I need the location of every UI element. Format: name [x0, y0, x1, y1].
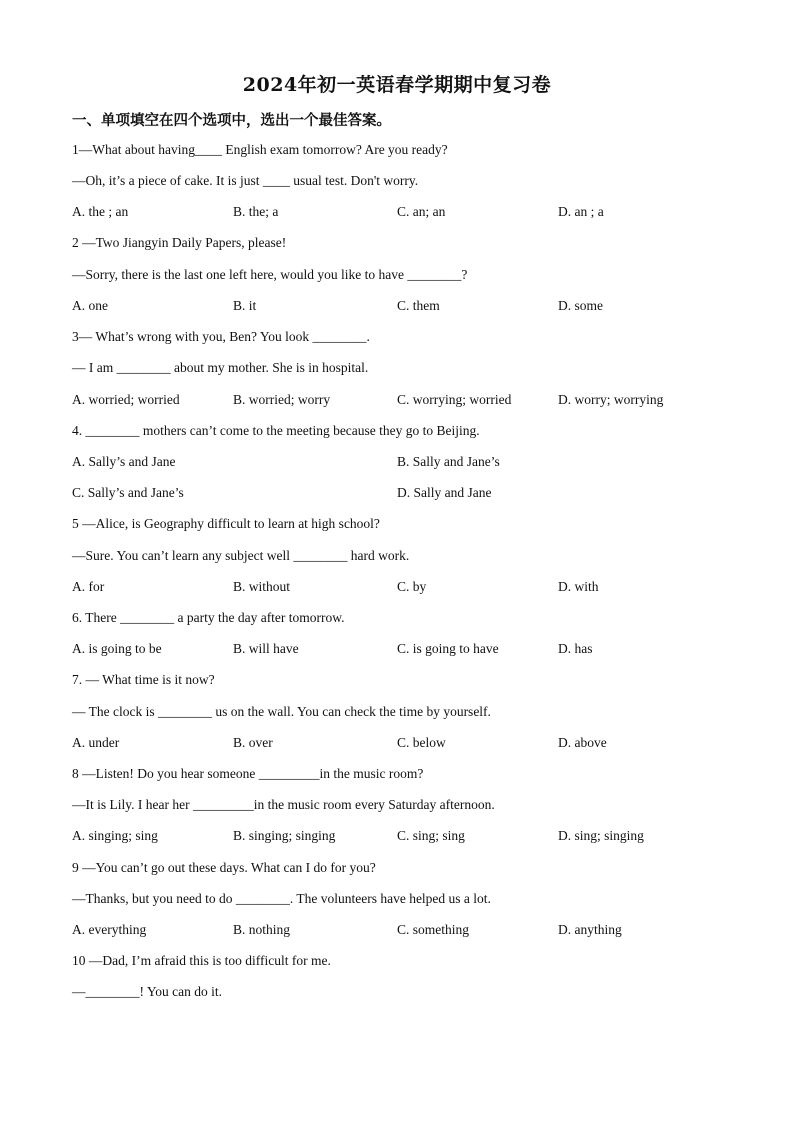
option-d: D. Sally and Jane [397, 485, 492, 500]
option-c: C. something [397, 922, 470, 937]
question-9-options [72, 922, 732, 942]
option-d: D. has [558, 641, 593, 656]
option-a: A. Sally’s and Jane [72, 454, 176, 469]
question-6-prompt: 6. There ________ a party the day after tomorrow. [72, 610, 345, 625]
option-c: C. sing; sing [397, 828, 465, 843]
option-b: B. over [233, 735, 273, 750]
option-d: D. anything [558, 922, 622, 937]
question-7-prompt: 7. — What time is it now? [72, 672, 215, 687]
option-a: A. is going to be [72, 641, 162, 656]
option-b: B. the; a [233, 204, 279, 219]
option-b: B. worried; worry [233, 392, 331, 407]
question-9-response: —Thanks, but you need to do ________. The volunteers have helped us a lot. [72, 891, 491, 906]
question-4-prompt: 4. ________ mothers can’t come to the meeting because they go to Beijing. [72, 423, 480, 438]
option-d: D. above [558, 735, 607, 750]
question-4-options-row-1 [72, 454, 732, 474]
question-1-options [72, 204, 732, 224]
question-6-options [72, 641, 732, 661]
question-4-options-row-2 [72, 485, 732, 505]
question-2-options [72, 298, 732, 318]
question-7-options [72, 735, 732, 755]
option-a: A. worried; worried [72, 392, 180, 407]
question-5-options [72, 579, 732, 599]
question-5-response: —Sure. You can’t learn any subject well ________ hard work. [72, 548, 410, 563]
option-a: A. under [72, 735, 120, 750]
option-b: B. without [233, 579, 291, 594]
option-b: B. Sally and Jane’s [397, 454, 500, 469]
option-c: C. below [397, 735, 446, 750]
question-1-response: —Oh, it’s a piece of cake. It is just ____ usual test. Don't worry. [72, 173, 419, 188]
question-8-response: —It is Lily. I hear her _________in the music room every Saturday afternoon. [72, 797, 495, 812]
question-2-prompt: 2 —Two Jiangyin Daily Papers, please! [72, 235, 287, 250]
option-c: C. worrying; worried [397, 392, 512, 407]
question-8-prompt: 8 —Listen! Do you hear someone _________in the music room? [72, 766, 424, 781]
option-a: A. the ; an [72, 204, 129, 219]
question-7-response: — The clock is ________ us on the wall. You can check the time by yourself. [72, 704, 491, 719]
option-a: A. one [72, 298, 108, 313]
section-heading: 一、单项填空在四个选项中，选出一个最佳答案。 [72, 113, 391, 129]
question-10-response: —________! You can do it. [72, 984, 223, 999]
option-c: C. an; an [397, 204, 446, 219]
option-c: C. Sally’s and Jane’s [72, 485, 184, 500]
question-3-prompt: 3— What’s wrong with you, Ben? You look ________. [72, 329, 370, 344]
option-b: B. it [233, 298, 257, 313]
page-title: 2024年初一英语春学期期中复习卷 [242, 74, 552, 96]
option-a: A. singing; sing [72, 828, 158, 843]
question-3-response: — I am ________ about my mother. She is in hospital. [72, 360, 369, 375]
question-10-prompt: 10 —Dad, I’m afraid this is too difficult for me. [72, 953, 331, 968]
question-1-prompt: 1—What about having____ English exam tomorrow? Are you ready? [72, 142, 448, 157]
option-d: D. an ; a [558, 204, 604, 219]
option-d: D. with [558, 579, 599, 594]
question-3-options [72, 392, 732, 412]
option-b: B. nothing [233, 922, 291, 937]
question-9-prompt: 9 —You can’t go out these days. What can I do for you? [72, 860, 376, 875]
option-c: C. is going to have [397, 641, 499, 656]
option-b: B. will have [233, 641, 299, 656]
option-b: B. singing; singing [233, 828, 336, 843]
option-a: A. everything [72, 922, 147, 937]
option-d: D. worry; worrying [558, 392, 664, 407]
option-c: C. them [397, 298, 440, 313]
option-d: D. sing; singing [558, 828, 644, 843]
option-c: C. by [397, 579, 427, 594]
question-8-options [72, 828, 732, 848]
option-d: D. some [558, 298, 603, 313]
option-a: A. for [72, 579, 105, 594]
question-5-prompt: 5 —Alice, is Geography difficult to learn at high school? [72, 516, 380, 531]
question-2-response: —Sorry, there is the last one left here, would you like to have ________? [72, 267, 468, 282]
